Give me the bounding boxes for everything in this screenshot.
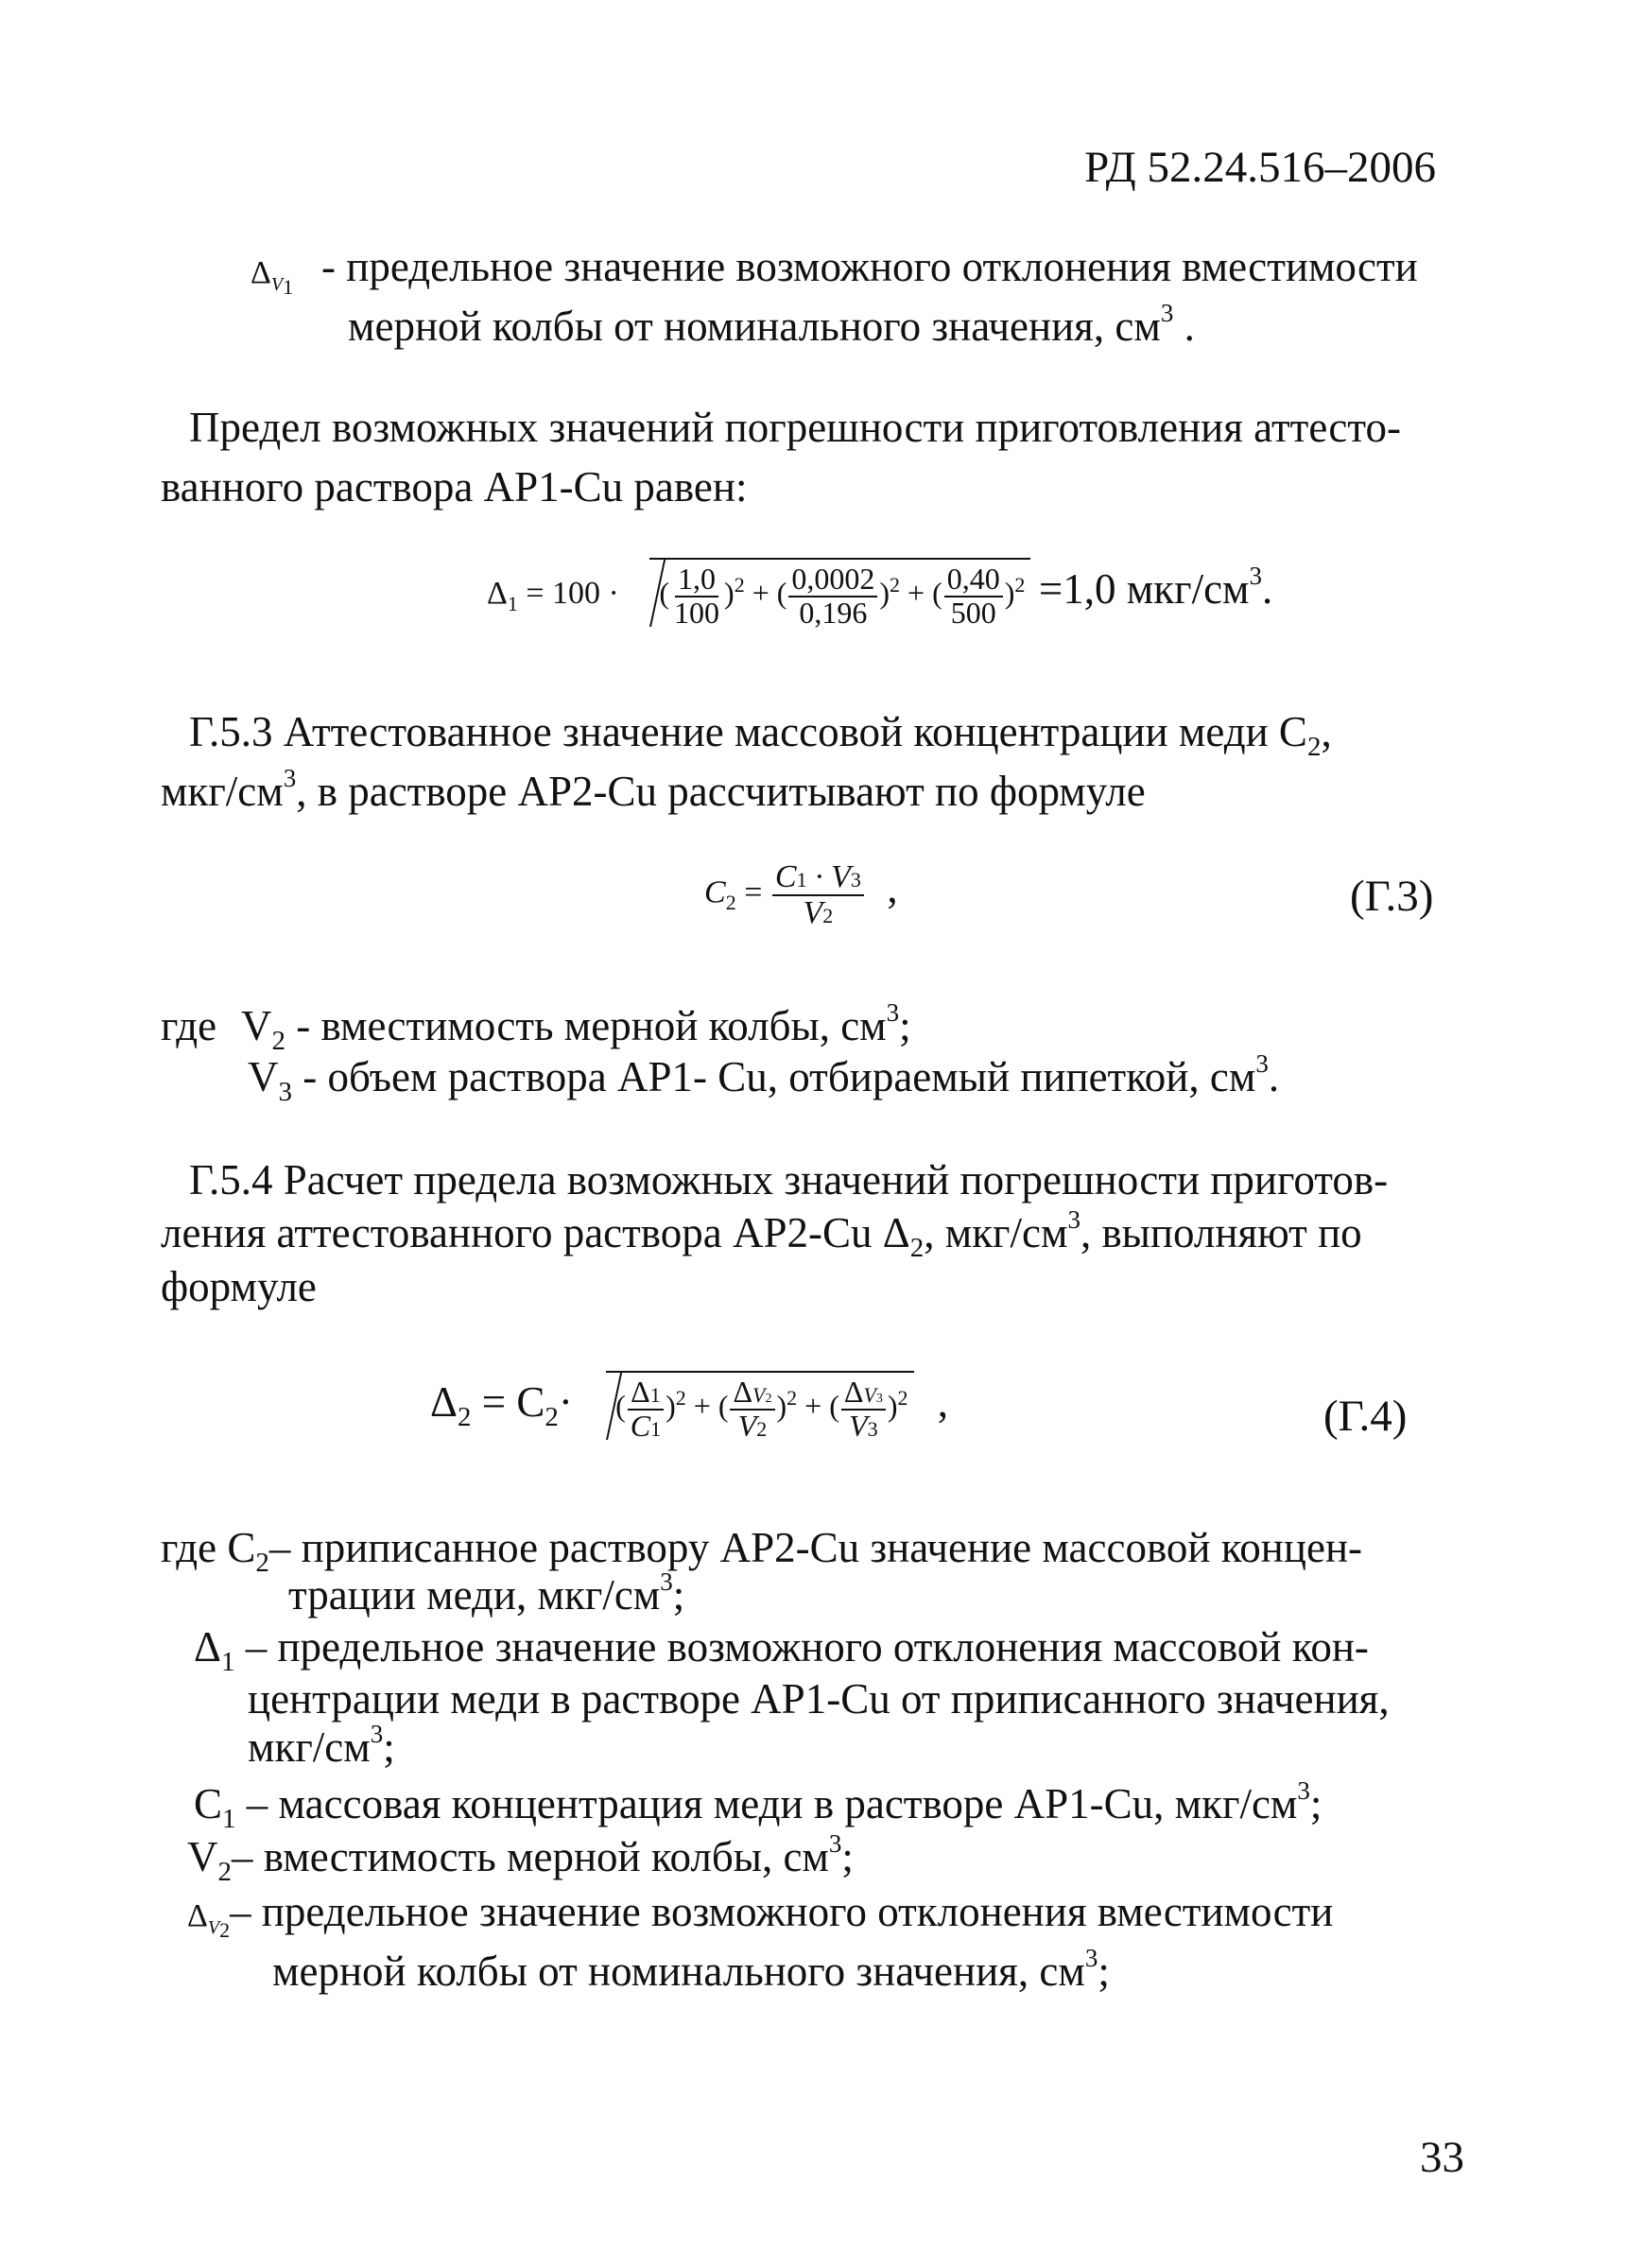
- where-c2-line1: где $C_2-$ приписанное раствору АР2-Cu значение массовой концен-: [161, 1524, 1363, 1578]
- where-delta1-line3: мкг/$см^3$;: [248, 1720, 395, 1771]
- equation-label-g4: (Г.4): [1323, 1392, 1408, 1441]
- delta-v1-symbol: $\Delta V_1$: [251, 255, 294, 299]
- where-v2-capacity-line: $V_2-$ вместимость мерной колбы, $см^3$;: [187, 1829, 854, 1887]
- where-delta1-line2: центрации меди в растворе АР1-Cu от приписанного значения,: [248, 1675, 1390, 1723]
- section-g53-line1: Г.5.3 Аттестованное значение массовой концентрации меди $С_2$,: [189, 708, 1332, 762]
- top-definition-line2: мерной колбы от номинального значения, $см^3$ .: [348, 299, 1195, 350]
- equation-label-g3: (Г.3): [1350, 872, 1434, 921]
- section-g53-line2: мкг/$см^3$, в растворе АР2-Cu рассчитывают по формуле: [161, 764, 1146, 815]
- paragraph-limit-line1: Предел возможных значений погрешности приготовления аттесто-: [189, 404, 1401, 451]
- where-c2-line2: трации меди, мкг/$см^3$;: [288, 1567, 685, 1619]
- where-v3-line: $V_3$ - объем раствора АР1- Cu, отбираемый пипеткой, $см^3$.: [248, 1049, 1280, 1107]
- top-definition-line1: - предельное значение возможного отклонения вместимости: [321, 243, 1418, 290]
- section-g54-line2: ления аттестованного раствора АР2-Cu $\Delta_2$, мкг/$см^3$, выполняют по: [161, 1205, 1362, 1263]
- radical-delta2: ( $\frac{\Delta 1}{C1}$ )$^2$ + ( $\frac{\Delta V2}{V2}$ )$^2$ + ( $\frac{\Delta V3}{V3}$ )$^2$: [606, 1371, 913, 1442]
- radical: ( $\frac{1,0}{100}$ )$^2$ + ( $\frac{0,0002}{0,196}$ )$^2$ + ( $\frac{0,40}{500}$ )$^2$: [649, 558, 1030, 629]
- page-number: 33: [1420, 2133, 1464, 2182]
- formula-delta2: $\Delta_2 = C_2\cdot$ ( $\frac{\Delta 1}{C1}$ )$^2$ + ( $\frac{\Delta V2}{V2}$ )$^2$ + ( $\frac{\Delta V3}{V3}$ )$^2$ ,: [430, 1371, 948, 1442]
- where-v2-line: $V_2$ - вместимость мерной колбы, $см^3$;: [241, 998, 911, 1056]
- formula-c2: $C_2$ = $\frac{C1 \cdot V3}{V2}$ ,: [704, 859, 898, 930]
- section-g54-line1: Г.5.4 Расчет предела возможных значений погрешности приготов-: [189, 1156, 1389, 1203]
- where-label: где: [161, 1002, 217, 1049]
- where-delta1-line1: $\Delta_1$ – предельное значение возможного отклонения массовой кон-: [194, 1623, 1369, 1677]
- paragraph-limit-line2: ванного раствора АР1-Cu равен:: [161, 463, 748, 511]
- section-g54-line3: формуле: [161, 1263, 317, 1310]
- document-number-header: РД 52.24.516–2006: [1084, 143, 1436, 192]
- where-delta-v2-line2: мерной колбы от номинального значения, $см^3$;: [272, 1944, 1110, 1995]
- where-delta-v2-line1: $\Delta V_2-$ предельное значение возможного отклонения вместимости: [187, 1888, 1334, 1942]
- formula-delta1: $\Delta_1 = 100$ · ( $\frac{1,0}{100}$ )$^2$ + ( $\frac{0,0002}{0,196}$ )$^2$ + ( $\frac{0,40}{500}$ )$^2$ =1,0 мкг/$см^3$.: [487, 558, 1272, 629]
- where-c1-line: $C_1$ – массовая концентрация меди в растворе АР1-Cu, мкг/$см^3$;: [194, 1776, 1322, 1834]
